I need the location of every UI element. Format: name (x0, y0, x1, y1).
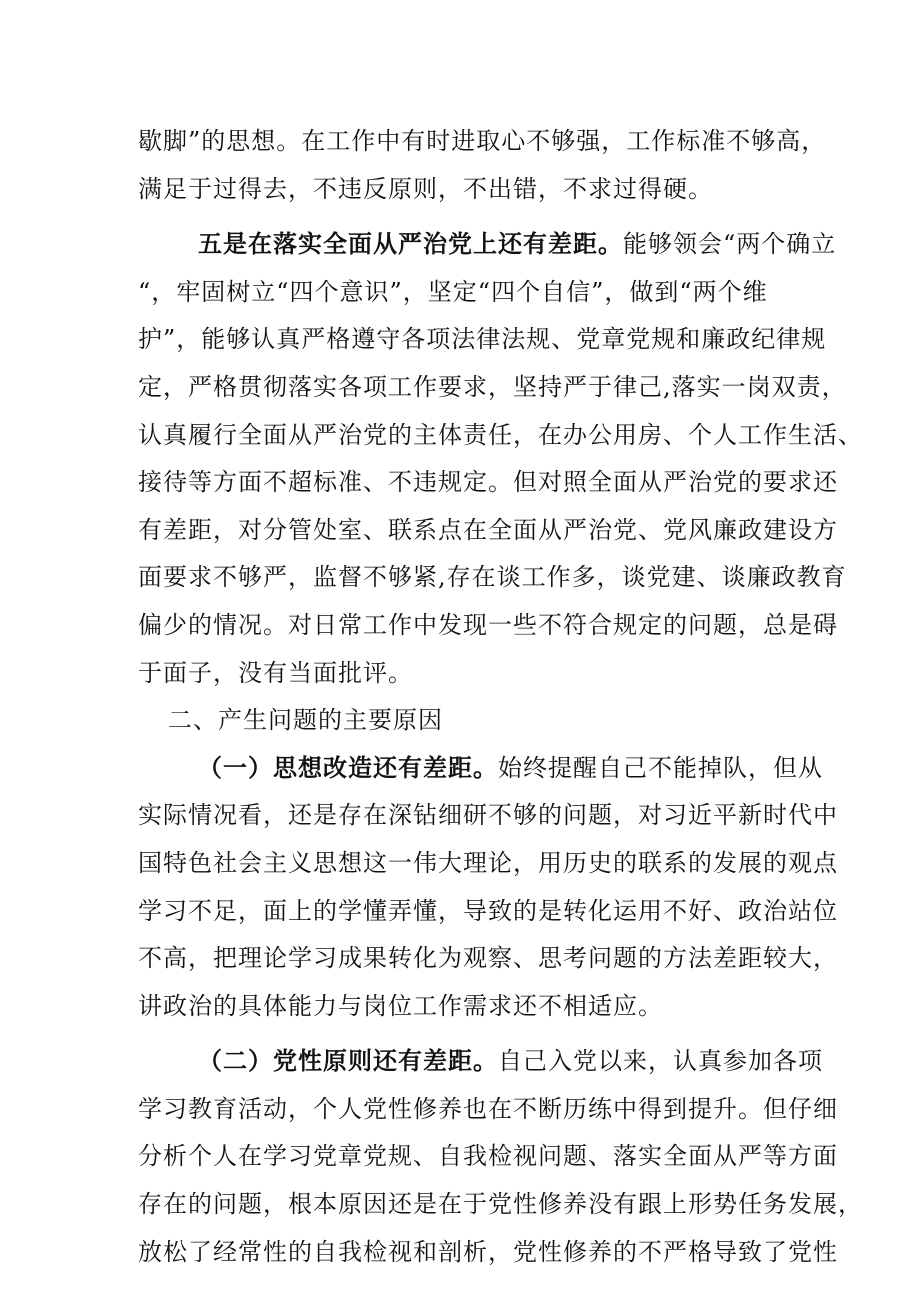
text-line: “，牢固树立“四个意识”，坚定“四个自信”，做到“两个维 (138, 277, 768, 306)
paragraph-text: 始终提醒自己不能掉队，但从 (498, 753, 823, 782)
text-line: 偏少的情况。对日常工作中发现一些不符合规定的问题，总是碍 (138, 610, 838, 639)
text-line: 满足于过得去，不违反原则，不出错，不求过得硬。 (138, 174, 713, 203)
text-line: 分析个人在学习党章党规、自我检视问题、落实全面从严等方面 (138, 1142, 838, 1171)
section-title: 二、产生问题的主要原因 (168, 706, 443, 735)
text-line: 国特色社会主义思想这一伟大理论，用历史的联系的发展的观点 (138, 848, 838, 877)
text-line: 护”，能够认真严格遵守各项法律法规、党章党规和廉政纪律规 (138, 325, 827, 354)
paragraph-continued (138, 118, 827, 213)
paragraph-first-line (138, 221, 837, 269)
paragraph-first-line (138, 745, 823, 793)
paragraph-five (138, 221, 863, 697)
paragraph-one (138, 745, 838, 1031)
text-line: 认真履行全面从严治党的主体责任，在办公用房、个人工作生活、 (138, 420, 863, 449)
text-line: 放松了经常性的自我检视和剖析，党性修养的不严格导致了党性 (138, 1237, 838, 1266)
text-line: 学习教育活动，个人党性修养也在不断历练中得到提升。但仔细 (138, 1094, 838, 1123)
paragraph-first-line (138, 1038, 823, 1086)
section-heading (138, 697, 810, 745)
text-line: 接待等方面不超标准、不违规定。但对照全面从严治党的要求还 (138, 468, 838, 497)
text-line: 存在的问题，根本原因还是在于党性修养没有跟上形势任务发展， (138, 1190, 863, 1219)
text-line: 实际情况看，还是存在深钻细研不够的问题，对习近平新时代中 (138, 801, 838, 830)
text-line: 于面子，没有当面批评。 (138, 658, 413, 687)
text-line: 歇脚”的思想。在工作中有时进取心不够强，工作标准不够高， (138, 127, 827, 155)
text-line: 有差距，对分管处室、联系点在全面从严治党、党风廉政建设方 (138, 515, 838, 544)
text-line: 定，严格贯彻落实各项工作要求，坚持严于律己,落实一岗双责， (138, 372, 847, 401)
paragraph-heading: 五是在落实全面从严治党上还有差距。 (198, 230, 623, 259)
text-line: 不高，把理论学习成果转化为观察、思考问题的方法差距较大， (138, 944, 838, 973)
text-line: 学习不足，面上的学懂弄懂，导致的是转化运用不好、政治站位 (138, 896, 838, 925)
paragraph-heading: （二）党性原则还有差距。 (198, 1047, 498, 1076)
document-body (138, 118, 863, 1276)
paragraph-heading: （一）思想改造还有差距。 (198, 753, 498, 782)
text-line: 讲政治的具体能力与岗位工作需求还不相适应。 (138, 991, 663, 1020)
text-line: 面要求不够严，监督不够紧,存在谈工作多，谈党建、谈廉政教育 (138, 563, 847, 592)
paragraph-text: 能够领会“两个确立 (623, 230, 837, 259)
paragraph-two (138, 1038, 863, 1276)
paragraph-text: 自己入党以来，认真参加各项 (498, 1047, 823, 1076)
